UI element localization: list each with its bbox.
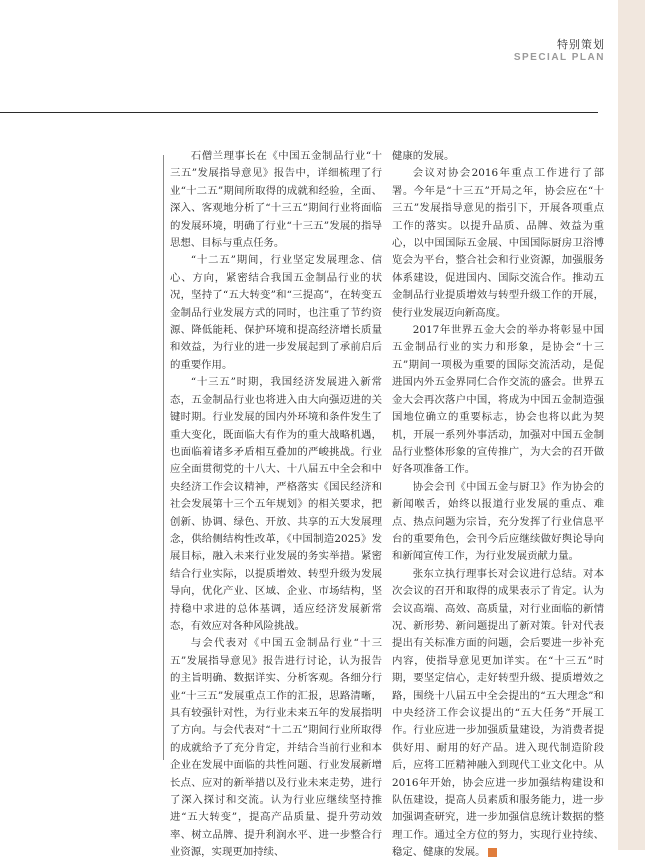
section-subtitle: SPECIAL PLAN	[513, 52, 605, 63]
paragraph: 2017年世界五金大会的举办将彰显中国五金制品行业的实力和形象，是协会“十三五”期间一项极为重要的国际交流活动，是促进国内外五金界同仁合作交流的盛会。世界五金大会再次落户中国，将成为中国五金制造强国地位确立的重要标志，协会也将以此为契机，开展一系列外事活动，加强对中国五金制品行业整体形象的宣传推广，为大会的召开做好各项准备工作。	[392, 324, 604, 476]
section-title: 特别策划	[557, 38, 605, 51]
header-divider	[0, 112, 598, 113]
paragraph: 会议对协会2016年重点工作进行了部署。今年是“十三五”开局之年，协会应在“十三五”发展指导意见的指引下，开展各项重点工作的落实。以提升品质、品牌、效益为重心，以中国国际五金展、中国国际厨房卫浴博览会为平台，整合社会和行业资源，加强服务体系建设，促进国内、国际交流合作。推动五金制品行业提质增效与转型升级工作的开展，使行业发展迈向新高度。	[392, 167, 604, 319]
end-of-article-icon	[488, 848, 497, 857]
article-column-left	[170, 148, 382, 862]
paragraph: 与会代表对《中国五金制品行业“十三五”发展指导意见》报告进行讨论，认为报告的主旨明确、数据详实、分析客观。各细分行业“十三五”发展重点工作的汇报，思路清晰，具有较强针对性，为行业未来五年的发展指明了方向。与会代表对“十二五”期间行业所取得的成就给予了充分肯定，并结合当前行业和本企业在发展中面临的共性问题、行业发展新增长点、应对的新举措以及行业未来走势，进行了深入探讨和交流。认为行业应继续坚持推进“五大转变”，提高产品质量、提升劳动效率、树立品牌、提升利润水平、进一步整合行业资源，实现更加持续、	[170, 637, 382, 859]
page-edge-tab	[618, 0, 645, 850]
paragraph: “十二五”期间，行业坚定发展理念、信心、方向，紧密结合我国五金制品行业的状况，坚持了“五大转变”和“三提高”，在转变五金制品行业发展方式的同时，也注重了节约资源、降低能耗、保护环境和提高经济增长质量和效益，为行业的进一步发展起到了承前启后的重要作用。	[170, 254, 382, 371]
article-column-right	[392, 148, 604, 862]
paragraph: 协会会刊《中国五金与厨卫》作为协会的新闻喉舌，始终以报道行业发展的重点、难点、热点问题为宗旨，充分发挥了行业信息平台的重要角色，会刊今后应继续做好舆论导向和新闻宣传工作，为行业发展贡献力量。	[392, 480, 604, 563]
paragraph: 石僧兰理事长在《中国五金制品行业“十三五”发展指导意见》报告中，详细梳理了行业“十二五”期间所取得的成就和经验，全面、深入、客观地分析了“十三五”期间行业将面临的发展环境，明确了行业“十三五”发展的指导思想、目标与重点任务。	[170, 150, 382, 250]
paragraph-last	[392, 566, 604, 862]
paragraph: 健康的发展。	[392, 150, 455, 162]
paragraph: “十三五”时期，我国经济发展进入新常态，五金制品行业也将进入由大向强迈进的关键时期。行业发展的国内外环境和条件发生了重大变化，既面临大有作为的重大战略机遇，也面临着诸多矛盾相互叠加的严峻挑战。行业应全面贯彻党的十八大、十八届五中全会和中央经济工作会议精神，严格落实《国民经济和社会发展第十三个五年规划》的相关要求，把创新、协调、绿色、开放、共享的五大发展理念，供给侧结构性改革，《中国制造2025》发展目标，融入未来行业发展的务实举措。紧密结合行业实际，以提质增效、转型升级为发展导向，优化产业、区域、企业、市场结构，坚持稳中求进的总体基调，适应经济发展新常态，有效应对各种风险挑战。	[170, 376, 382, 632]
paragraph-text: 张东立执行理事长对会议进行总结。对本次会议的召开和取得的成果表示了肯定。认为会议高端、高效、高质量，对行业面临的新情况、新形势、新问题提出了新对策。针对代表提出有关标准方面的问题，会后要进一步补充内容，使指导意见更加详实。在“十三五”时期，要坚定信心，走好转型升级、提质增效之路，围绕十八届五中全会提出的“五大理念”和中央经济工作会议提出的“五大任务”开展工作。行业应进一步加强质量建设，为消费者提供好用、耐用的好产品。进入现代制造阶段后，应将工匠精神融入到现代工业文化中。从2016年开始，协会应进一步加强结构建设和队伍建设，提高人员素质和服务能力，进一步加强调查研究，进一步加强信息统计数据的整理工作。通过全方位的努力，实现行业持续、稳定、健康的发展。	[392, 567, 604, 859]
margin-rule	[163, 155, 164, 760]
